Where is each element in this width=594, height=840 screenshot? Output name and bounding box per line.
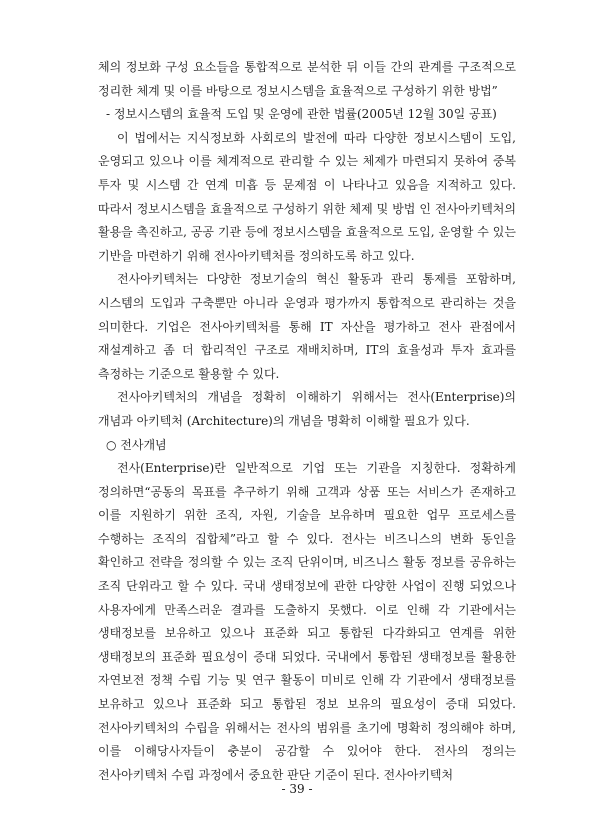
paragraph-enterprise-definition: 전사(Enterprise)란 일반적으로 기업 또는 기관을 지칭한다. 정확하게 정의하면“공동의 목표를 추구하기 위해 고객과 상품 또는 서비스가 존재하고 이를 지원하기 위한 조직, 자원, 기술을 보유하며 필요한 업무 프로세스를 수행하는 조직의 집합체”라고 할 수 있다. 전사는 비즈니스의 변화 동인을 확인하고 전략을 정의할 수 있는 조직 단위이며, 비즈니스 활동 정보를 공유하는 조직 단위라고 할 수 있다. 국내 생태정보에 관한 다양한 사업이 진행 되었으나 사용자에게 만족스러운 결과를 도출하지 못했다. 이로 인해 각 기관에서는 생태정보를 보유하고 있으나 표준화 되고 통합된 다각화되고 연계를 위한 생태정보의 표준화 필요성이 증대 되었다. 국내에서 통합된 생태정보를 활용한 자연보전 정책 수립 기능 및 연구 활동이 미비로 인해 각 기관에서 생태정보를 보유하고 있으나 표준화 되고 통합된 정보 보유의 필요성이 증대 되었다. 전사아키텍처의 수립을 위해서는 전사의 범위를 초기에 명확히 정의해야 하며, 이를 이해당사자들이 충분이 공감할 수 있어야 한다. 전사의 정의는 전사아키텍처 수립 과정에서 중요한 판단 기준이 된다. 전사아키텍처 (98, 461, 516, 782)
paragraph-ea-concept: 전사아키텍처의 개념을 정확히 이해하기 위해서는 전사(Enterprise)의 개념과 아키텍처 (Architecture)의 개념을 명확히 이해할 필요가 있다. (98, 390, 516, 428)
paragraph-law-description: 이 법에서는 지식정보화 사회로의 발전에 따라 다양한 정보시스템이 도입, 운영되고 있으나 이를 체계적으로 관리할 수 있는 체제가 마련되지 못하여 중복 투자 및 시스템 간 연계 미흡 등 문제점 이 나타나고 있음을 지적하고 있다. 따라서 정보시스템을 효율적으로 구성하기 위한 체제 및 방법 인 전사아키텍처의 활용을 촉진하고, 공공 기관 등에 정보시스템을 효율적으로 도입, 운영할 수 있는 기반을 마련하기 위해 전사아키텍처를 정의하도록 하고 있다. (98, 130, 516, 263)
law-bullet-item: - 정보시스템의 효율적 도입 및 운영에 관한 법률(2005년 12월 30일 공표) (106, 107, 497, 122)
section-heading-enterprise: ○ 전사개념 (106, 437, 167, 452)
page-number: - 39 - (281, 782, 313, 796)
document-body (98, 56, 516, 787)
paragraph-ea-scope: 전사아키텍처는 다양한 정보기술의 혁신 활동과 관리 통제를 포함하며, 시스템의 도입과 구축뿐만 아니라 운영과 평가까지 통합적으로 관리하는 것을 의미한다. 기업은 전사아키텍처를 통해 IT 자산을 평가하고 전사 관점에서 재설계하고 좀 더 합리적인 구조로 재배치하며, IT의 효율성과 투자 효과를 측정하는 기준으로 활용할 수 있다. (98, 272, 516, 381)
paragraph-continued-quote: 체의 정보화 구성 요소들을 통합적으로 분석한 뒤 이들 간의 관계를 구조적으로 정리한 체계 및 이를 바탕으로 정보시스템을 효율적으로 구성하기 위한 방법” (98, 60, 516, 98)
